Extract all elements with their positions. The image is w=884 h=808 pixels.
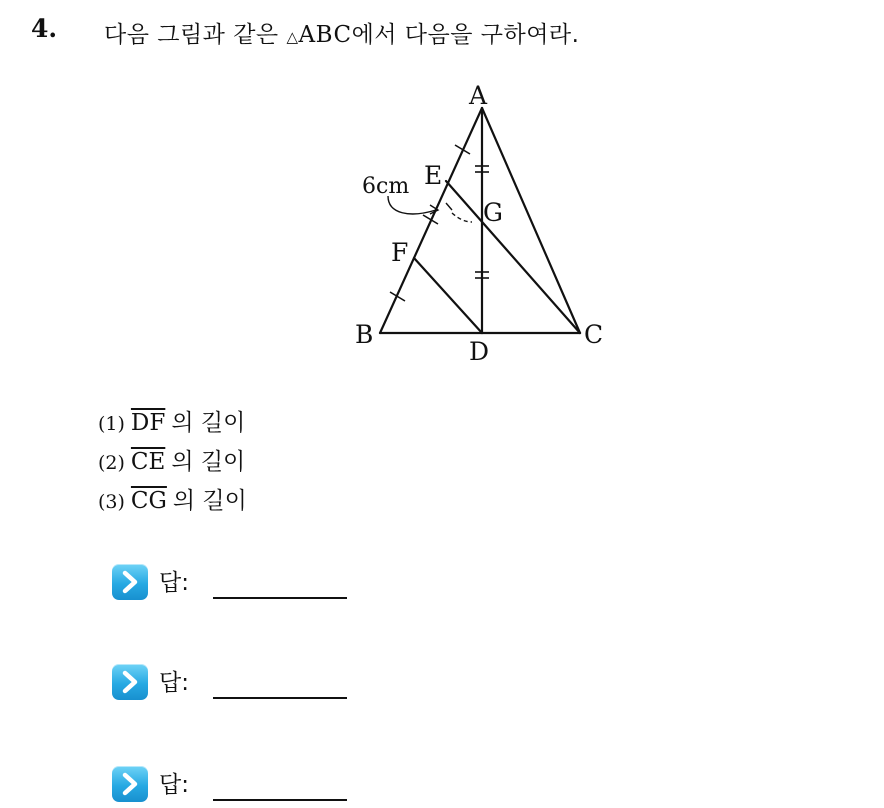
- chevron-right-icon: [112, 766, 148, 802]
- label-d: D: [469, 337, 490, 366]
- chevron-right-icon: [112, 664, 148, 700]
- label-b: B: [355, 320, 374, 349]
- label-f: F: [391, 238, 409, 267]
- answer-label: 답:: [159, 772, 189, 798]
- chevron-right-icon: [112, 564, 148, 600]
- answer-blank[interactable]: [213, 799, 347, 801]
- length-tick-mark: [446, 203, 452, 210]
- label-c: C: [584, 320, 604, 349]
- segment-name: $\overline{CE}$: [130, 449, 166, 475]
- question-text-before: 다음 그림과 같은: [104, 22, 287, 48]
- length-dashed-arc: [452, 213, 472, 222]
- answer-label: 답:: [159, 570, 189, 596]
- subquestion-number: (3): [98, 491, 125, 513]
- subquestion-text: 의 길이: [172, 488, 247, 514]
- label-a: A: [469, 81, 488, 110]
- triangle-name: ABC: [298, 22, 352, 48]
- label-g: G: [483, 198, 503, 227]
- subquestion-number: (2): [98, 452, 125, 474]
- segment-fd: [414, 258, 482, 333]
- triangle-symbol: △: [286, 28, 299, 46]
- subquestion-1: [98, 404, 245, 437]
- subquestion-text: 의 길이: [171, 410, 246, 436]
- subquestion-number: (1): [98, 413, 125, 435]
- segment-name: $\overline{DF}$: [130, 410, 166, 436]
- triangle-figure: [0, 0, 884, 400]
- answer-blank[interactable]: [213, 597, 347, 599]
- segment-name: $\overline{CG}$: [130, 488, 167, 514]
- subquestion-text: 의 길이: [171, 449, 246, 475]
- subquestion-2: [98, 443, 245, 476]
- question-number: 4.: [31, 14, 58, 43]
- length-label: 6cm: [362, 174, 410, 199]
- answer-label: 답:: [159, 670, 189, 696]
- subquestion-3: [98, 482, 247, 515]
- question-text-after: 에서 다음을 구하여라.: [351, 22, 580, 48]
- segment-ec: [446, 181, 580, 333]
- answer-blank[interactable]: [213, 697, 347, 699]
- label-e: E: [424, 161, 443, 190]
